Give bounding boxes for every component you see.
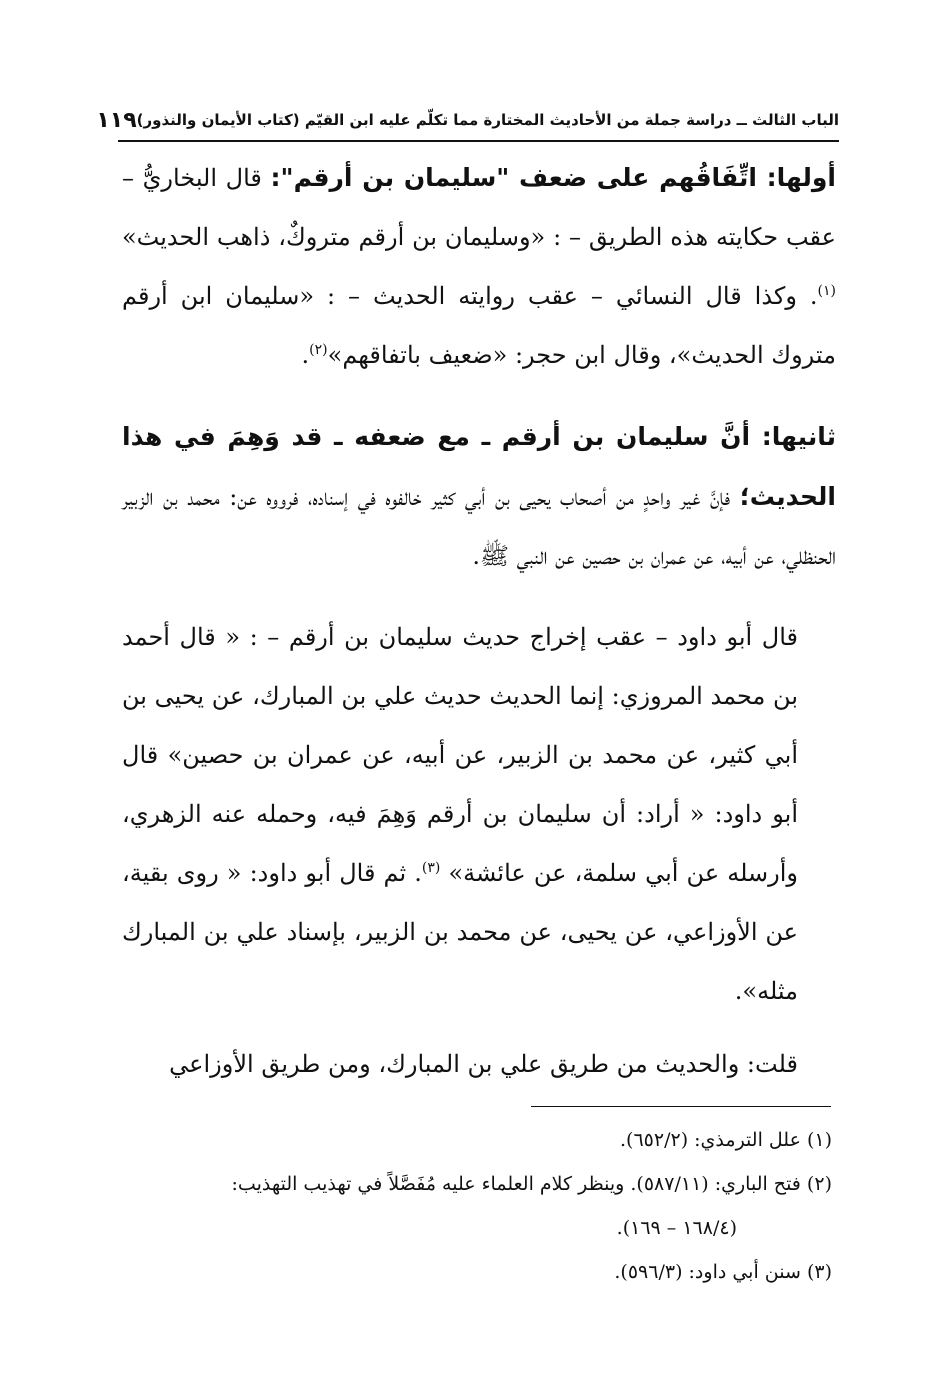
paragraph-third	[122, 608, 836, 1021]
paragraph-fourth	[122, 1035, 836, 1094]
footnote-text: (٢) فتح الباري: (٥٨٧/١١). وينظر كلام العلماء عليه مُفَصَّلاً في تهذيب التهذيب:	[231, 1173, 832, 1195]
paragraph-second	[122, 407, 836, 586]
paragraph-first	[122, 148, 836, 385]
footnote-2	[120, 1162, 832, 1250]
paragraph-text: . وكذا قال النسائي – عقب روايته الحديث – : «سليمان ابن أرقم متروك الحديث»، وقال ابن حجر: «ضعيف باتفاقهم»	[122, 282, 836, 369]
footnote-separator	[531, 1106, 831, 1107]
paragraph-text: قال البخاريُّ – عقب حكايته هذه الطريق – : «وسليمان بن أرقم متروكٌ، ذاهب الحديث»	[122, 164, 836, 251]
footnotes	[120, 1118, 832, 1294]
footnote-1	[120, 1118, 832, 1162]
footnote-3	[120, 1250, 832, 1294]
footnote-marker[interactable]: (٢)	[309, 342, 328, 358]
paragraph-text: .	[301, 341, 310, 369]
footnote-marker[interactable]: (١)	[817, 283, 836, 299]
main-text	[122, 148, 836, 1094]
paragraph-text: . ثم قال أبو داود: « روى بقية، عن الأوزاعي، عن يحيى، عن محمد بن الزبير، بإسناد علي بن المبارك مثله».	[122, 859, 798, 1005]
running-header	[96, 102, 839, 138]
page-number: ١١٩	[96, 107, 137, 133]
paragraph-lead: ثانيها: أنَّ سليمان بن أرقم ـ مع ضعفه ـ قد وَهِمَ في هذا الحديث؛	[122, 422, 836, 511]
running-title: الباب الثالث ــ دراسة جملة من الأحاديث المختارة مما تكلّم عليه ابن القيّم (كتاب الأيمان والنذور)	[136, 111, 839, 129]
paragraph-text: قلت: والحديث من طريق علي بن المبارك، ومن طريق الأوزاعي	[169, 1050, 798, 1078]
header-rule	[118, 140, 839, 142]
paragraph-text: فإنَّ غير واحدٍ من أصحاب يحيى بن أبي كثير خالفوه في إسناده، فرووه عن: محمد بن الزبير الحنظلي، عن أبيه، عن عمران بن حصين عن النبي ﷺ.	[122, 483, 836, 570]
footnote-text: (٣) سنن أبي داود: (٥٩٦/٣).	[614, 1261, 832, 1283]
paragraph-lead: أولها: اتِّفَاقُهم على ضعف "سليمان بن أرقم":	[270, 163, 836, 192]
footnote-marker[interactable]: (٣)	[421, 860, 441, 876]
paragraph-text: قال أبو داود – عقب إخراج حديث سليمان بن أرقم – : « قال أحمد بن محمد المروزي: إنما الحديث حديث علي بن المبارك، عن يحيى بن أبي كثير، عن محمد بن الزبير، عن أبيه، عن عمران بن حصين» قال أبو داود: « أراد: أن سليمان بن أرقم وَهِمَ فيه، وحمله عنه الزهري، وأرسله عن أبي سلمة، عن عائشة»	[122, 623, 799, 887]
footnote-text: (١) علل الترمذي: (٦٥٢/٢).	[620, 1129, 832, 1151]
footnote-continuation: (١٦٨/٤ – ١٦٩).	[616, 1217, 737, 1239]
